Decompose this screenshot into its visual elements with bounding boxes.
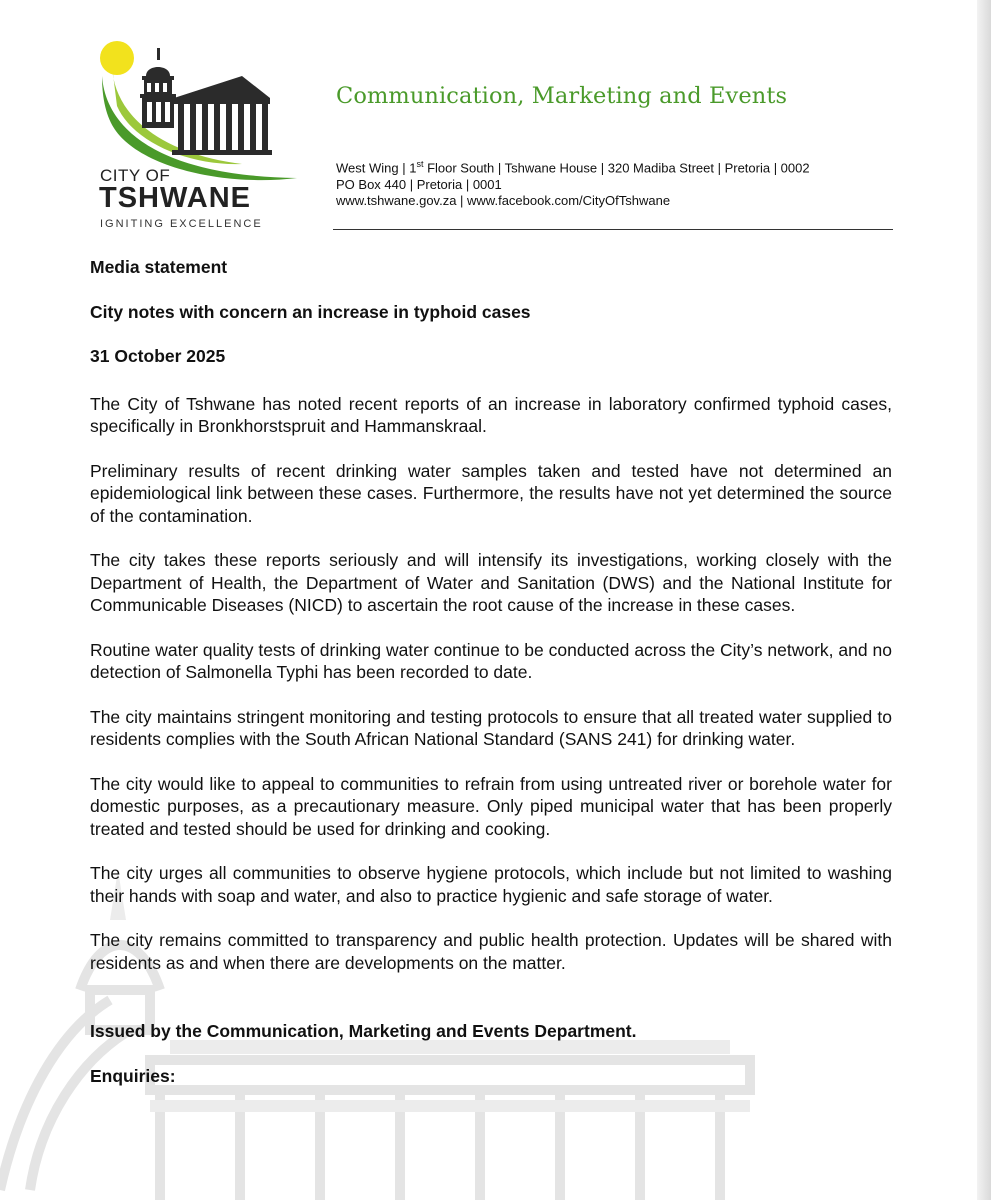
statement-body (90, 256, 892, 1087)
statement-type: Media statement (90, 257, 228, 277)
address-line-1-end: Floor South | Tshwane House | 320 Madiba Street | Pretoria | 0002 (423, 160, 810, 176)
paragraph: The City of Tshwane has noted recent reports of an increase in laboratory confirmed typhoid cases, specifically in Bronkhorstspruit and Hammanskraal. (90, 393, 892, 436)
address-line-1 (336, 156, 810, 177)
paragraph: The city urges all communities to observe hygiene protocols, which include but not limited to washing their hands with soap and water, and also to practice hygienic and safe storage of water. (90, 863, 892, 906)
address-block (336, 156, 810, 210)
paragraph: The city remains committed to transparency and public health protection. Updates will be shared with residents as and when there are developments on the matter. (90, 930, 892, 973)
paragraph: The city maintains stringent monitoring and testing protocols to ensure that all treated water supplied to residents complies with the South African National Standard (SANS 241) for drinking water. (90, 706, 892, 749)
enquiries-label: Enquiries: (90, 1065, 176, 1086)
paragraph: Routine water quality tests of drinking water continue to be conducted across the City’s network, and no detection of Salmonella Typhi has been recorded to date. (90, 639, 892, 682)
logo-tshwane: TSHWANE (99, 182, 251, 214)
address-line-2: PO Box 440 | Pretoria | 0001 (336, 176, 502, 192)
page-edge (977, 0, 991, 1200)
logo-city-of: CITY OF (100, 166, 171, 185)
paragraph: The city takes these reports seriously and will intensify its investigations, working closely with the Department of Health, the Department of Water and Sanitation (DWS) and the National Institute for Communicable Diseases (NICD) to ascertain the root cause of the increase in these cases. (90, 550, 892, 615)
address-superscript: st (416, 159, 424, 169)
header-divider (333, 229, 893, 230)
logo-tagline: IGNITING EXCELLENCE (100, 218, 263, 230)
paragraph: The city would like to appeal to communities to refrain from using untreated river or borehole water for domestic purposes, as a precautionary measure. Only piped municipal water that has been properly treated and tested should be used for drinking and cooking. (90, 773, 892, 839)
issued-by: Issued by the Communication, Marketing and Events Department. (90, 1021, 637, 1041)
address-line-1-start: West Wing | 1 (336, 160, 417, 176)
paragraph: Preliminary results of recent drinking water samples taken and tested have not determined an epidemiological link between these cases. Furthermore, the results have not yet determined the source of the contamination. (90, 460, 892, 526)
address-line-3: www.tshwane.gov.za | www.facebook.com/CityOfTshwane (336, 193, 671, 209)
city-logo (92, 36, 307, 236)
department-title: Communication, Marketing and Events (336, 83, 788, 109)
statement-title: City notes with concern an increase in typhoid cases (90, 301, 531, 322)
statement-date: 31 October 2025 (90, 346, 226, 366)
